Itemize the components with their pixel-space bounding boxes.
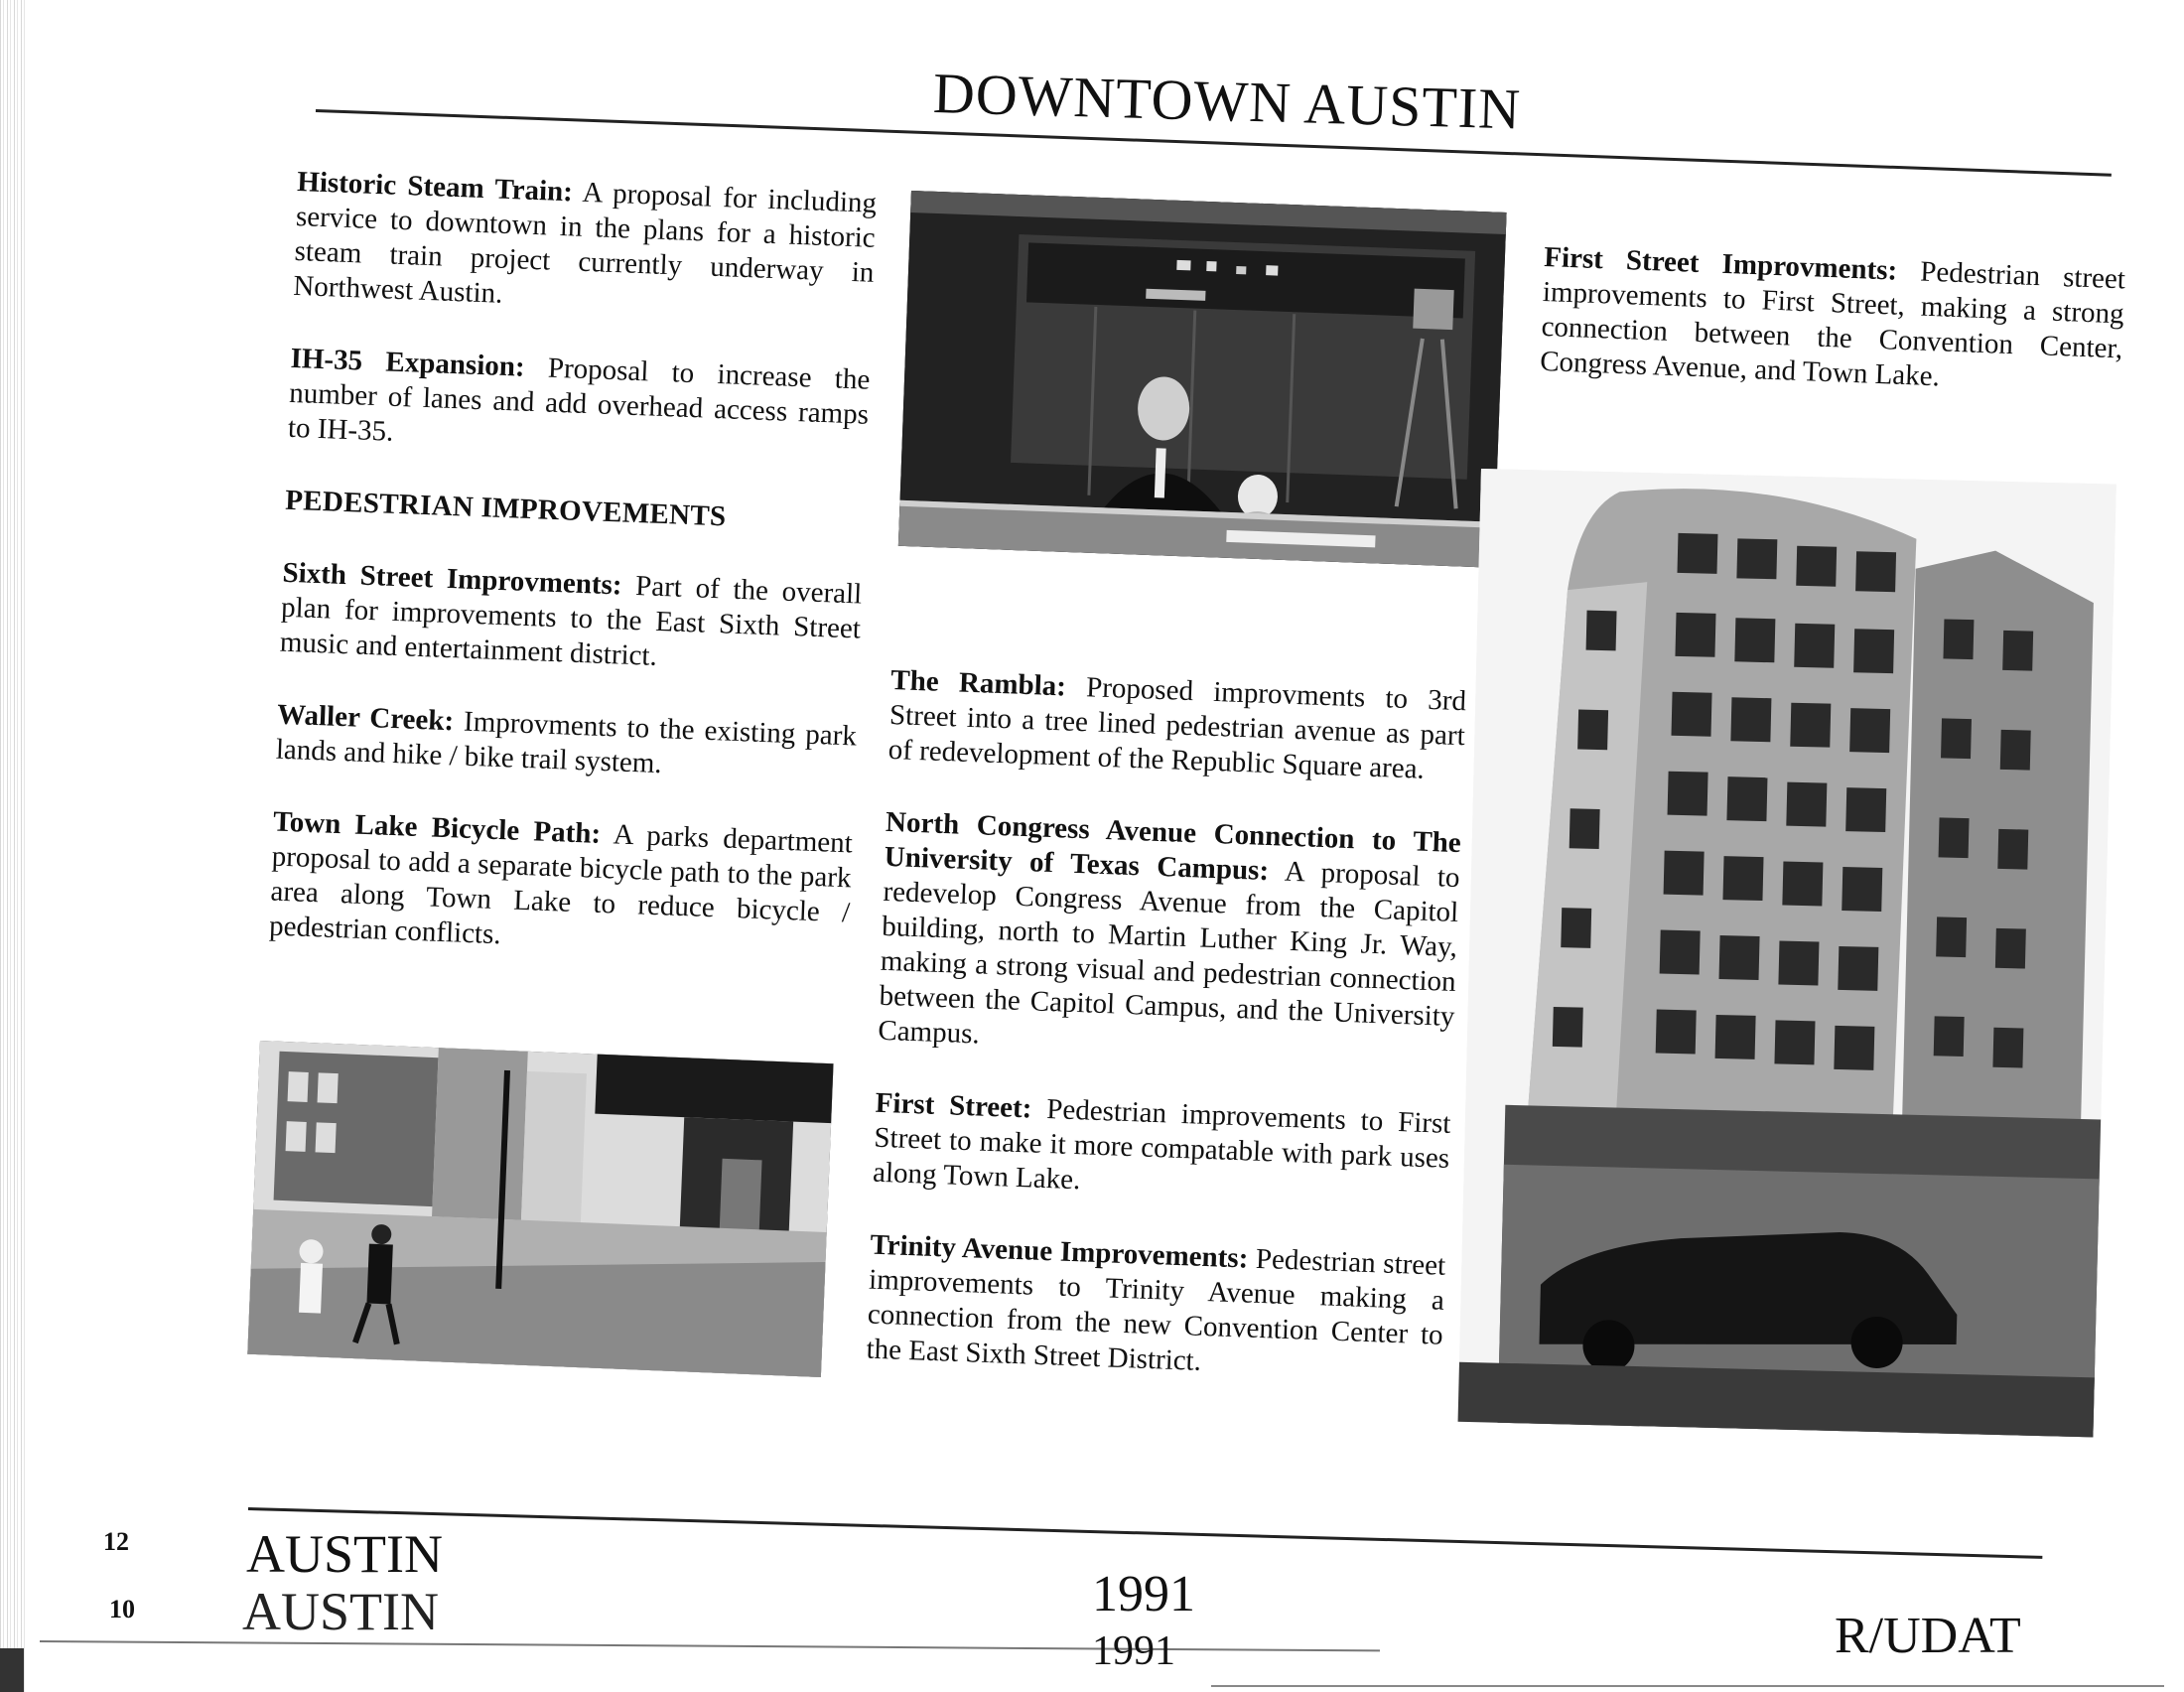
page-number: 12 bbox=[103, 1527, 129, 1556]
ghost-footer-rule bbox=[40, 1640, 1380, 1651]
rambla-body: Proposed improvments to 3rd Street into a tree lined pedestrian avenue as part of redevelopment of the Republic Square area. bbox=[887, 671, 1467, 785]
ghost-footer-year: 1991 bbox=[1092, 1628, 1175, 1674]
town-lake-title: Town Lake Bicycle Path: bbox=[272, 805, 602, 850]
north-congress-paragraph bbox=[878, 805, 1462, 1069]
north-congress-title: North Congress Avenue Connection to The University of Texas Campus: bbox=[884, 805, 1462, 888]
street-photo bbox=[247, 1041, 833, 1377]
middle-column bbox=[865, 663, 1467, 1426]
sixth-street-title: Sixth Street Improvments: bbox=[281, 556, 623, 602]
ghost-footer-city: AUSTIN bbox=[242, 1582, 439, 1641]
ih35-paragraph bbox=[287, 342, 871, 468]
first-street-impr-paragraph bbox=[1540, 240, 2126, 401]
page-title: DOWNTOWN AUSTIN bbox=[932, 61, 1522, 142]
steam-train-body: A proposal for including service to downtown in the plans for a historic steam train project currently underway in Northwest Austin. bbox=[292, 176, 878, 310]
footer-year: 1991 bbox=[1092, 1566, 1195, 1622]
first-street-title: First Street: bbox=[875, 1086, 1032, 1125]
sixth-street-body: Part of the overall plan for improvements to the East Sixth Street music and entertainment district. bbox=[279, 570, 863, 672]
trinity-title: Trinity Avenue Improvements: bbox=[869, 1228, 1249, 1275]
meeting-photo bbox=[898, 191, 1507, 568]
steam-train-paragraph bbox=[293, 165, 878, 326]
waller-creek-paragraph bbox=[275, 698, 857, 789]
scan-corner-mark bbox=[0, 1648, 24, 1692]
section-heading: PEDESTRIAN IMPROVEMENTS bbox=[284, 484, 727, 533]
trinity-body: Pedestrian street improvements to Trinity Avenue making a connection from the new Convention Center to the East Sixth Street District. bbox=[866, 1242, 1446, 1377]
scan-edge-noise bbox=[0, 0, 26, 1692]
steam-train-title: Historic Steam Train: bbox=[296, 165, 574, 209]
footer-publisher: R/UDAT bbox=[1835, 1608, 2021, 1664]
sixth-street-paragraph bbox=[279, 556, 863, 682]
town-lake-body: A parks department proposal to add a separate bicycle path to the park area along Town Lake to reduce bicycle / pedestrian conflicts. bbox=[268, 818, 854, 951]
north-congress-body: A proposal to redevelop Congress Avenue from the Capitol building, north to Martin Luther King Jr. Way, making a strong visual and pedestrian connection between the Capitol Campus, and the University Campus. bbox=[877, 855, 1461, 1051]
building-photo bbox=[1458, 469, 2116, 1437]
waller-creek-body: Improvments to the existing park lands and hike / bike trail system. bbox=[275, 705, 858, 780]
footer-rule bbox=[248, 1507, 2042, 1559]
ih35-body: Proposal to increase the number of lanes and add overhead access ramps to IH-35. bbox=[287, 352, 871, 448]
first-street-body: Pedestrian improvements to First Street to make it more compatable with park uses along Town Lake. bbox=[872, 1093, 1451, 1197]
bottom-edge-rule bbox=[1211, 1685, 2164, 1687]
right-column bbox=[1538, 240, 2125, 439]
ghost-page-number: 10 bbox=[109, 1595, 135, 1623]
first-street-paragraph bbox=[873, 1086, 1451, 1211]
town-lake-paragraph bbox=[269, 805, 854, 966]
first-street-impr-body: Pedestrian street improvements to First Street, making a strong connection between the Convention Center, Congress Avenue, and Town Lake. bbox=[1539, 255, 2126, 393]
rambla-title: The Rambla: bbox=[889, 663, 1067, 703]
ih35-title: IH-35 Expansion: bbox=[290, 342, 526, 383]
trinity-paragraph bbox=[866, 1228, 1446, 1388]
left-column bbox=[267, 165, 877, 1003]
first-street-impr-title: First Street Improvments: bbox=[1543, 240, 1898, 287]
rambla-paragraph bbox=[887, 663, 1466, 788]
waller-creek-title: Waller Creek: bbox=[276, 698, 455, 738]
footer-city: AUSTIN bbox=[246, 1524, 443, 1584]
